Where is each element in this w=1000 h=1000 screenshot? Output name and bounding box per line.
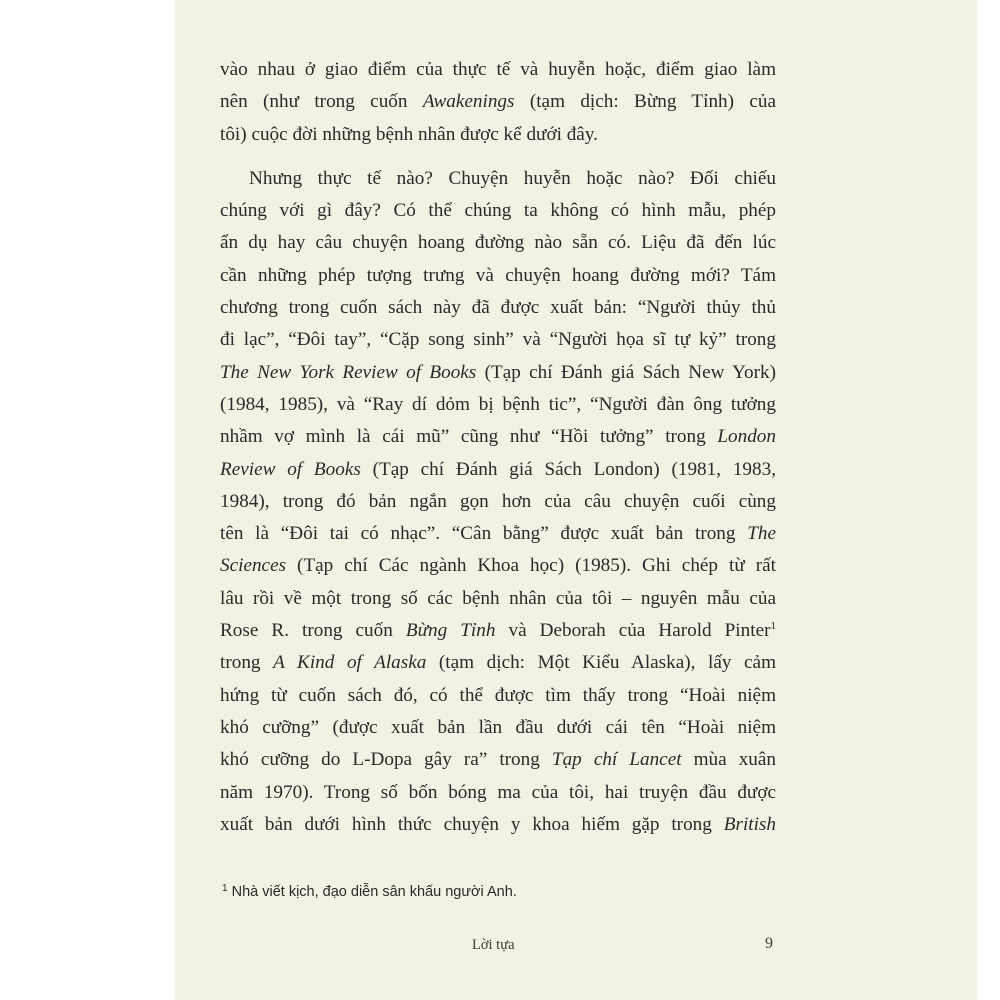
text-line: ẩn dụ hay câu chuyện hoang đường nào sẵn có. Liệu đã đến lúc [220, 232, 776, 254]
text-line: nên (như trong cuốn Awakenings (tạm dịch: Bừng Tỉnh) của [220, 91, 776, 113]
book-title: Bừng Tỉnh [405, 620, 496, 642]
text-line: vào nhau ở giao điểm của thực tế và huyễn hoặc, điểm giao làm [220, 59, 776, 80]
journal-title: Tạp chí Lancet [551, 749, 682, 771]
journal-title: Review of Books [220, 458, 361, 480]
page-number: 9 [765, 935, 773, 952]
text-line: khó cưỡng” (được xuất bản lần đầu dưới cái tên “Hoài niệm [220, 716, 776, 738]
text-line: cần những phép tượng trưng và chuyện hoang đường mới? Tám [220, 264, 776, 286]
text-line: chương trong cuốn sách này đã được xuất bản: “Người thủy thủ [220, 297, 776, 319]
running-title: Lời tựa [472, 937, 515, 953]
text-line: khó cưỡng do L-Dopa gây ra” trong Tạp chí Lancet mùa xuân [220, 749, 776, 771]
text-line: tôi) cuộc đời những bệnh nhân được kể dưới đây. [220, 123, 598, 145]
play-title: A Kind of Alaska [273, 652, 427, 674]
text-line: Sciences (Tạp chí Các ngành Khoa học) (1985). Ghi chép từ rất [220, 555, 776, 577]
journal-title: Sciences [220, 555, 287, 577]
paragraph-2 [220, 163, 776, 841]
text-line: chúng với gì đây? Có thể chúng ta không có hình mẫu, phép [220, 200, 776, 222]
text-line: đi lạc”, “Đôi tay”, “Cặp song sinh” và “Người họa sĩ tự kỷ” trong [220, 329, 776, 351]
paragraph-1 [220, 54, 776, 151]
text-line: lâu rồi về một trong số các bệnh nhân của tôi – nguyên mẫu của [220, 587, 776, 609]
footnote [222, 882, 782, 902]
text-line: (1984, 1985), và “Ray dí dỏm bị bệnh tic”, “Người đàn ông tưởng [220, 393, 776, 415]
body-text [220, 54, 776, 841]
footnote-number: 1 [222, 883, 228, 894]
footnote-marker: 1 [770, 620, 776, 633]
text-line: xuất bản dưới hình thức chuyện y khoa hiếm gặp trong British [220, 813, 776, 835]
journal-title: The New York Review of Books [220, 361, 477, 383]
journal-title: London [717, 426, 776, 448]
text-line: nhầm vợ mình là cái mũ” cũng như “Hồi tưởng” trong London [220, 426, 776, 448]
text-line: trong A Kind of Alaska (tạm dịch: Một Kiểu Alaska), lấy cảm [220, 652, 776, 674]
text-line: hứng từ cuốn sách đó, có thể được tìm thấy trong “Hoài niệm [220, 684, 776, 706]
text-line: The New York Review of Books (Tạp chí Đánh giá Sách New York) [220, 361, 777, 383]
journal-title: British [723, 813, 776, 835]
text-line: năm 1970). Trong số bốn bóng ma của tôi, hai truyện đầu được [220, 781, 776, 803]
journal-title: The [747, 523, 776, 545]
text-line: Rose R. trong cuốn Bừng Tỉnh và Deborah của Harold Pinter$^1$ [220, 620, 776, 642]
text-line: Review of Books (Tạp chí Đánh giá Sách London) (1981, 1983, [220, 458, 777, 480]
text-line: 1984), trong đó bản ngắn gọn hơn của câu chuyện cuối cùng [220, 490, 776, 512]
text-line: Nhưng thực tế nào? Chuyện huyễn hoặc nào? Đối chiếu [249, 167, 776, 189]
text-line: tên là “Đôi tai có nhạc”. “Cân bằng” được xuất bản trong The [220, 523, 776, 545]
footnote-text: Nhà viết kịch, đạo diễn sân khấu người Anh. [231, 884, 517, 900]
book-title: Awakenings [422, 91, 515, 113]
